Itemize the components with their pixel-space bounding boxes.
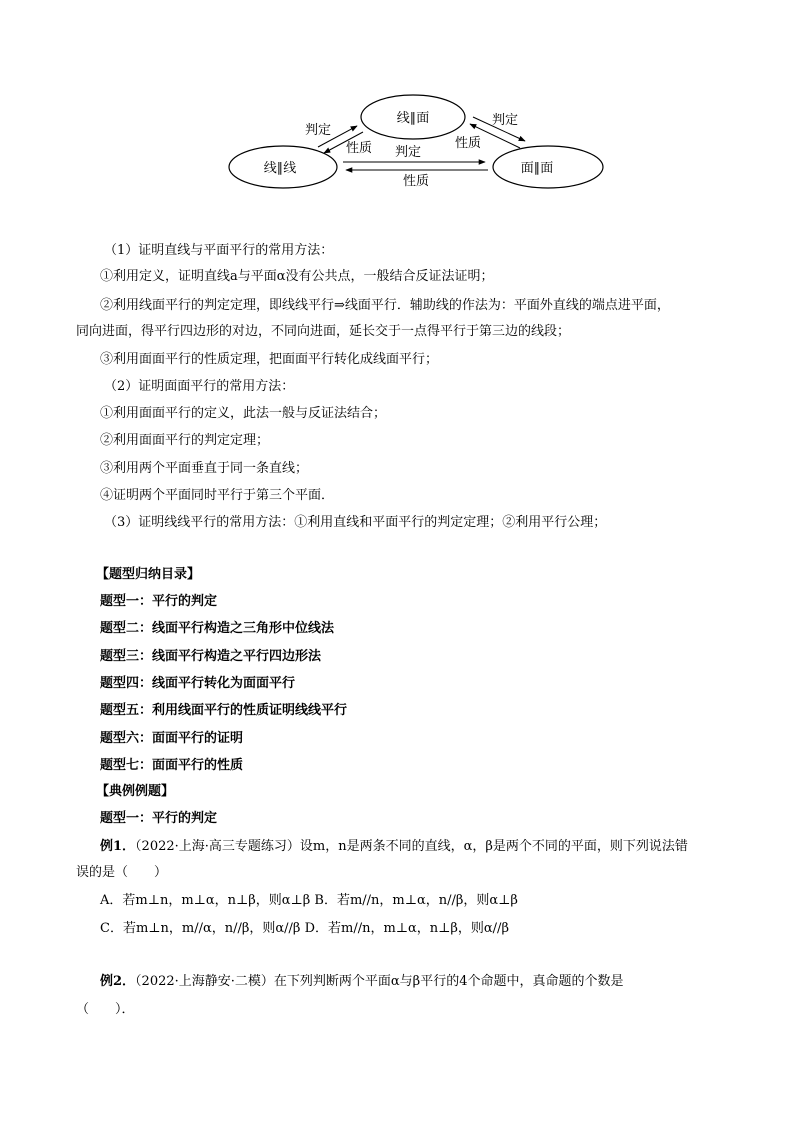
section2-item1: ①利用面面平行的定义，此法一般与反证法结合； [100,406,387,421]
section2-item4: ④证明两个平面同时平行于第三个平面． [100,488,335,503]
section1-item2-line2: 同向进面，得平行四边形的对边，不同向进面，延长交于一点得平行于第三边的线段； [76,324,571,339]
catalog-item-7: 题型七：面面平行的性质 [100,758,244,773]
catalog-item-5: 题型五：利用线面平行的性质证明线线平行 [100,703,348,718]
catalog-item-3: 题型三：线面平行构造之平行四边形法 [100,649,322,664]
section1-item1: ①利用定义，证明直线a与平面α没有公共点，一般结合反证法证明； [100,269,494,284]
example1-text-a: （2022·上海·高三专题练习）设m，n是两条不同的直线，α，β是两个不同的平面，则下列说法错 [135,839,688,854]
catalog-item-2: 题型二：线面平行构造之三角形中位线法 [100,621,335,636]
label-judge-left: 判定 [304,123,332,138]
node-line-line-label: 线∥线 [263,161,297,176]
examples-type1: 题型一：平行的判定 [100,811,218,826]
catalog-header: 【题型归纳目录】 [96,567,201,582]
example1-options-row1: A．若m⊥n，m⊥α，n⊥β，则α⊥β B．若m//n，m⊥α，n//β，则α⊥β [100,893,518,908]
example2-text-a: （2022·上海静安·二模）在下列判断两个平面α与β平行的4个命题中，真命题的个数是 [135,974,624,989]
label-property-left: 性质 [345,141,373,156]
example1-line2: 误的是（ ） [76,865,168,880]
example2-label: 例2． [100,974,136,989]
catalog-item-4: 题型四：线面平行转化为面面平行 [100,676,296,691]
label-judge-right: 判定 [491,113,519,128]
example2-line1 [100,973,623,991]
example1-line1 [100,838,688,856]
label-property-right: 性质 [454,136,482,151]
catalog-item-1: 题型一：平行的判定 [100,594,218,609]
example2-line2: （ ）． [76,1002,135,1017]
section3: （3）证明线线平行的常用方法：①利用直线和平面平行的判定定理；②利用平行公理； [104,515,607,530]
section1-item3: ③利用面面平行的性质定理，把面面平行转化成线面平行； [100,352,439,367]
node-plane-plane-label: 面∥面 [520,161,554,176]
catalog-item-6: 题型六：面面平行的证明 [100,731,244,746]
section2-item2: ②利用面面平行的判定定理； [100,433,270,448]
section1-item2-line1: ②利用线面平行的判定定理，即线线平行⇒线面平行．辅助线的作法为：平面外直线的端点进平面， [100,298,670,313]
example1-options-row2: C．若m⊥n，m//α，n//β，则α//β D．若m//n，m⊥α，n⊥β，则α//β [100,921,509,936]
section2-item3: ③利用两个平面垂直于同一条直线； [100,461,309,476]
parallel-relationship-diagram [220,88,620,198]
section2-title: （2）证明面面平行的常用方法： [104,379,295,394]
example1-label: 例1． [100,839,136,854]
label-judge-bottom: 判定 [394,145,422,160]
section1-title: （1）证明直线与平面平行的常用方法： [104,243,334,258]
diagram-svg [220,88,620,198]
label-property-bottom: 性质 [402,174,430,189]
node-line-plane-label: 线∥面 [396,111,430,126]
examples-header: 【典例例题】 [96,784,175,799]
